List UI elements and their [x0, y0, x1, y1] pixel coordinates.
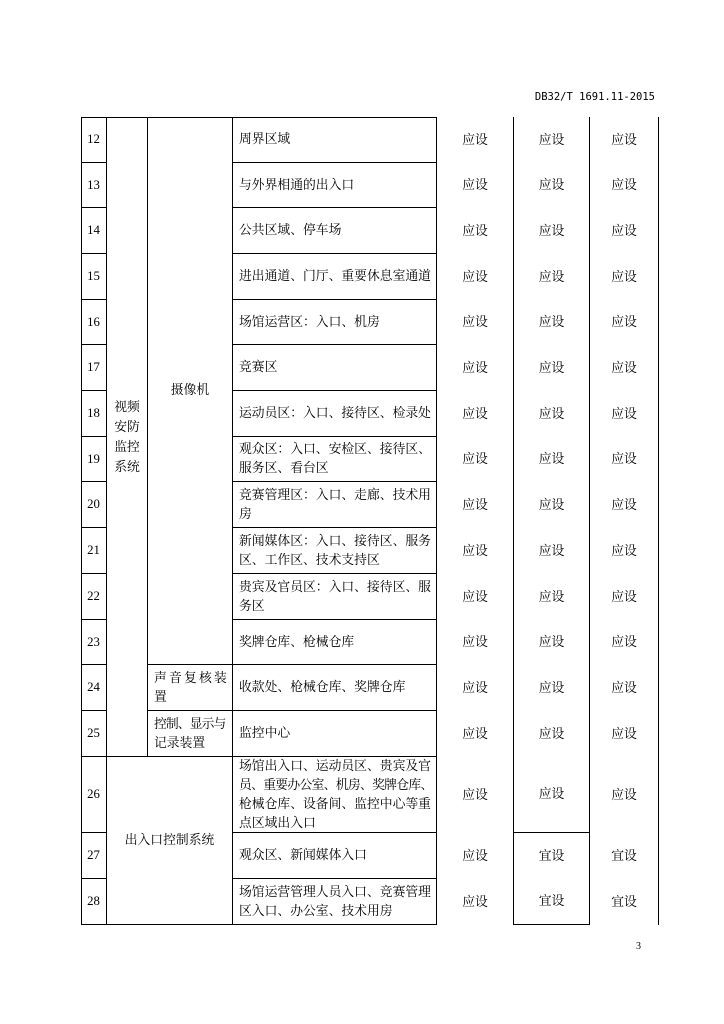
- requirement-a: 应设: [437, 879, 514, 925]
- requirement-c: 宜设: [590, 879, 659, 925]
- area-lines: [239, 440, 431, 478]
- area-lines: [239, 724, 290, 743]
- device-audio-review-text: 置: [154, 689, 167, 704]
- requirement-b: 应设: [514, 528, 590, 574]
- requirement-c: 应设: [590, 528, 659, 574]
- area-cell: [233, 833, 437, 879]
- row-number: 24: [81, 665, 107, 711]
- system-video-surveillance-label: 视频安防监控系统: [114, 399, 140, 474]
- requirement-b: 应设: [514, 620, 590, 665]
- requirement-b: 应设: [514, 163, 590, 208]
- area-cell: [233, 665, 437, 711]
- area-cell: [233, 879, 437, 925]
- page-number: 3: [636, 941, 641, 952]
- area-text: 场馆运营管理人员入口、竞赛管理: [239, 884, 431, 899]
- area-lines: [239, 404, 431, 423]
- area-cell: [233, 757, 437, 833]
- area-text: 场馆出入口、运动员区、贵宾及官: [239, 758, 431, 773]
- row-number: 20: [81, 482, 107, 528]
- area-lines: [239, 130, 290, 149]
- requirement-a: 应设: [437, 528, 514, 574]
- standard-code: DB32/T 1691.11-2015: [534, 91, 655, 103]
- row-number: 16: [81, 300, 107, 345]
- system-video-surveillance-cell: [107, 117, 148, 757]
- requirement-a: 应设: [437, 117, 514, 163]
- requirement-c: 应设: [590, 208, 659, 254]
- row-number: 26: [81, 757, 107, 833]
- area-text: 进出通道、门厅、重要休息室通道: [239, 269, 431, 283]
- requirement-b: 应设: [514, 345, 590, 391]
- area-cell: [233, 391, 437, 437]
- area-cell: [233, 482, 437, 528]
- requirement-c: 应设: [590, 300, 659, 345]
- row-number: 17: [81, 345, 107, 391]
- requirement-c: 应设: [590, 254, 659, 300]
- requirement-a: 应设: [437, 391, 514, 437]
- area-lines: [239, 883, 431, 921]
- area-lines: [239, 486, 431, 524]
- requirement-b: 应设: [514, 482, 590, 528]
- requirement-c: 应设: [590, 711, 659, 757]
- area-cell: [233, 254, 437, 300]
- area-lines: [239, 221, 341, 240]
- requirement-a: 应设: [437, 254, 514, 300]
- requirement-c: 应设: [590, 163, 659, 208]
- area-cell: [233, 163, 437, 208]
- area-text: 竞赛管理区：入口、走廊、技术用: [239, 487, 431, 502]
- requirement-b: 应设: [514, 300, 590, 345]
- device-audio-review-cell: [148, 665, 233, 711]
- requirement-b: 宜设: [514, 833, 590, 879]
- area-cell: [233, 208, 437, 254]
- area-text: 竞赛区: [239, 360, 278, 374]
- area-cell: [233, 620, 437, 665]
- requirement-b: 宜设: [514, 879, 590, 925]
- row-number: 22: [81, 574, 107, 620]
- area-text: 务区: [239, 598, 265, 613]
- row-number: 25: [81, 711, 107, 757]
- requirement-a: 应设: [437, 620, 514, 665]
- area-lines: [239, 633, 354, 652]
- area-lines: [239, 757, 433, 833]
- requirement-a: 应设: [437, 833, 514, 879]
- area-cell: [233, 711, 437, 757]
- area-cell: [233, 117, 437, 163]
- area-cell: [233, 528, 437, 574]
- requirement-a: 应设: [437, 757, 514, 833]
- row-number: 12: [81, 117, 107, 163]
- area-cell: [233, 574, 437, 620]
- row-number: 21: [81, 528, 107, 574]
- device-control-display-record-cell: [148, 711, 233, 757]
- device-audio-review-text: 声音复核装: [154, 670, 229, 685]
- area-text: 周界区域: [239, 132, 291, 146]
- requirement-a: 应设: [437, 482, 514, 528]
- area-text: 服务区、看台区: [239, 461, 329, 475]
- area-text: 场馆运营区：入口、机房: [239, 314, 380, 329]
- row-number: 19: [81, 437, 107, 482]
- area-cell: [233, 437, 437, 482]
- area-text: 区、工作区、技术支持区: [239, 552, 380, 567]
- area-cell: [233, 300, 437, 345]
- device-camera-cell: 摄像机: [148, 117, 233, 665]
- requirement-c: 应设: [590, 117, 659, 163]
- requirement-b: 应设: [514, 117, 590, 163]
- area-text: 房: [239, 506, 252, 521]
- area-lines: [239, 176, 354, 195]
- area-text: 奖牌仓库、枪械仓库: [239, 634, 355, 649]
- row-number: 23: [81, 620, 107, 665]
- requirement-a: 应设: [437, 665, 514, 711]
- row-number: 13: [81, 163, 107, 208]
- area-cell: [233, 345, 437, 391]
- area-lines: [239, 532, 431, 570]
- area-text: 公共区域、停车场: [239, 223, 342, 237]
- area-text: 观众区：入口、安检区、接待区、: [239, 442, 431, 456]
- requirement-c: 应设: [590, 620, 659, 665]
- requirement-b: 应设: [514, 391, 590, 437]
- row-number: 28: [81, 879, 107, 925]
- area-text: 点区域出入口: [239, 815, 316, 830]
- area-text: 运动员区：入口、接待区、检录处: [239, 406, 431, 420]
- requirement-a: 应设: [437, 345, 514, 391]
- row-number: 14: [81, 208, 107, 254]
- area-lines: [239, 846, 367, 865]
- requirement-c: 应设: [590, 345, 659, 391]
- device-audio-review-lines: [154, 669, 229, 707]
- area-lines: [239, 313, 380, 332]
- area-lines: [239, 578, 431, 616]
- requirement-a: 应设: [437, 711, 514, 757]
- area-text: 观众区、新闻媒体入口: [239, 848, 367, 862]
- area-text: 贵宾及官员区：入口、接待区、服: [239, 579, 431, 594]
- requirement-a: 应设: [437, 300, 514, 345]
- area-lines: [239, 267, 431, 286]
- requirement-c: 应设: [590, 391, 659, 437]
- requirement-a: 应设: [437, 163, 514, 208]
- requirement-c: 应设: [590, 757, 659, 833]
- requirement-a: 应设: [437, 574, 514, 620]
- area-lines: [239, 358, 277, 377]
- area-lines: [239, 678, 405, 697]
- requirement-c: 应设: [590, 482, 659, 528]
- area-text: 区入口、办公室、技术用房: [239, 903, 393, 918]
- requirement-b: 应设: [514, 208, 590, 254]
- requirement-c: 宜设: [590, 833, 659, 879]
- row-number: 27: [81, 833, 107, 879]
- requirement-c: 应设: [590, 665, 659, 711]
- requirement-a: 应设: [437, 437, 514, 482]
- device-control-display-record-text: 记录装置: [154, 735, 206, 750]
- area-text: 员、重要办公室、机房、奖牌仓库、: [239, 777, 433, 792]
- row-number: 18: [81, 391, 107, 437]
- area-text: 与外界相通的出入口: [239, 177, 355, 192]
- area-text: 枪械仓库、设备间、监控中心等重: [239, 796, 431, 811]
- area-text: 收款处、枪械仓库、奖牌仓库: [239, 680, 406, 694]
- requirement-b: 应设: [514, 254, 590, 300]
- requirement-c: 应设: [590, 574, 659, 620]
- requirement-b: 应设: [514, 757, 590, 833]
- requirement-b: 应设: [514, 437, 590, 482]
- requirement-b: 应设: [514, 574, 590, 620]
- requirement-b: 应设: [514, 665, 590, 711]
- system-access-control-cell: 出入口控制系统: [107, 757, 233, 925]
- requirement-b: 应设: [514, 711, 590, 757]
- area-text: 新闻媒体区：入口、接待区、服务: [239, 533, 431, 548]
- row-number: 15: [81, 254, 107, 300]
- area-text: 监控中心: [239, 726, 291, 740]
- device-control-display-record-lines: [154, 715, 225, 753]
- requirement-c: 应设: [590, 437, 659, 482]
- device-control-display-record-text: 控制、显示与: [154, 716, 226, 731]
- requirement-a: 应设: [437, 208, 514, 254]
